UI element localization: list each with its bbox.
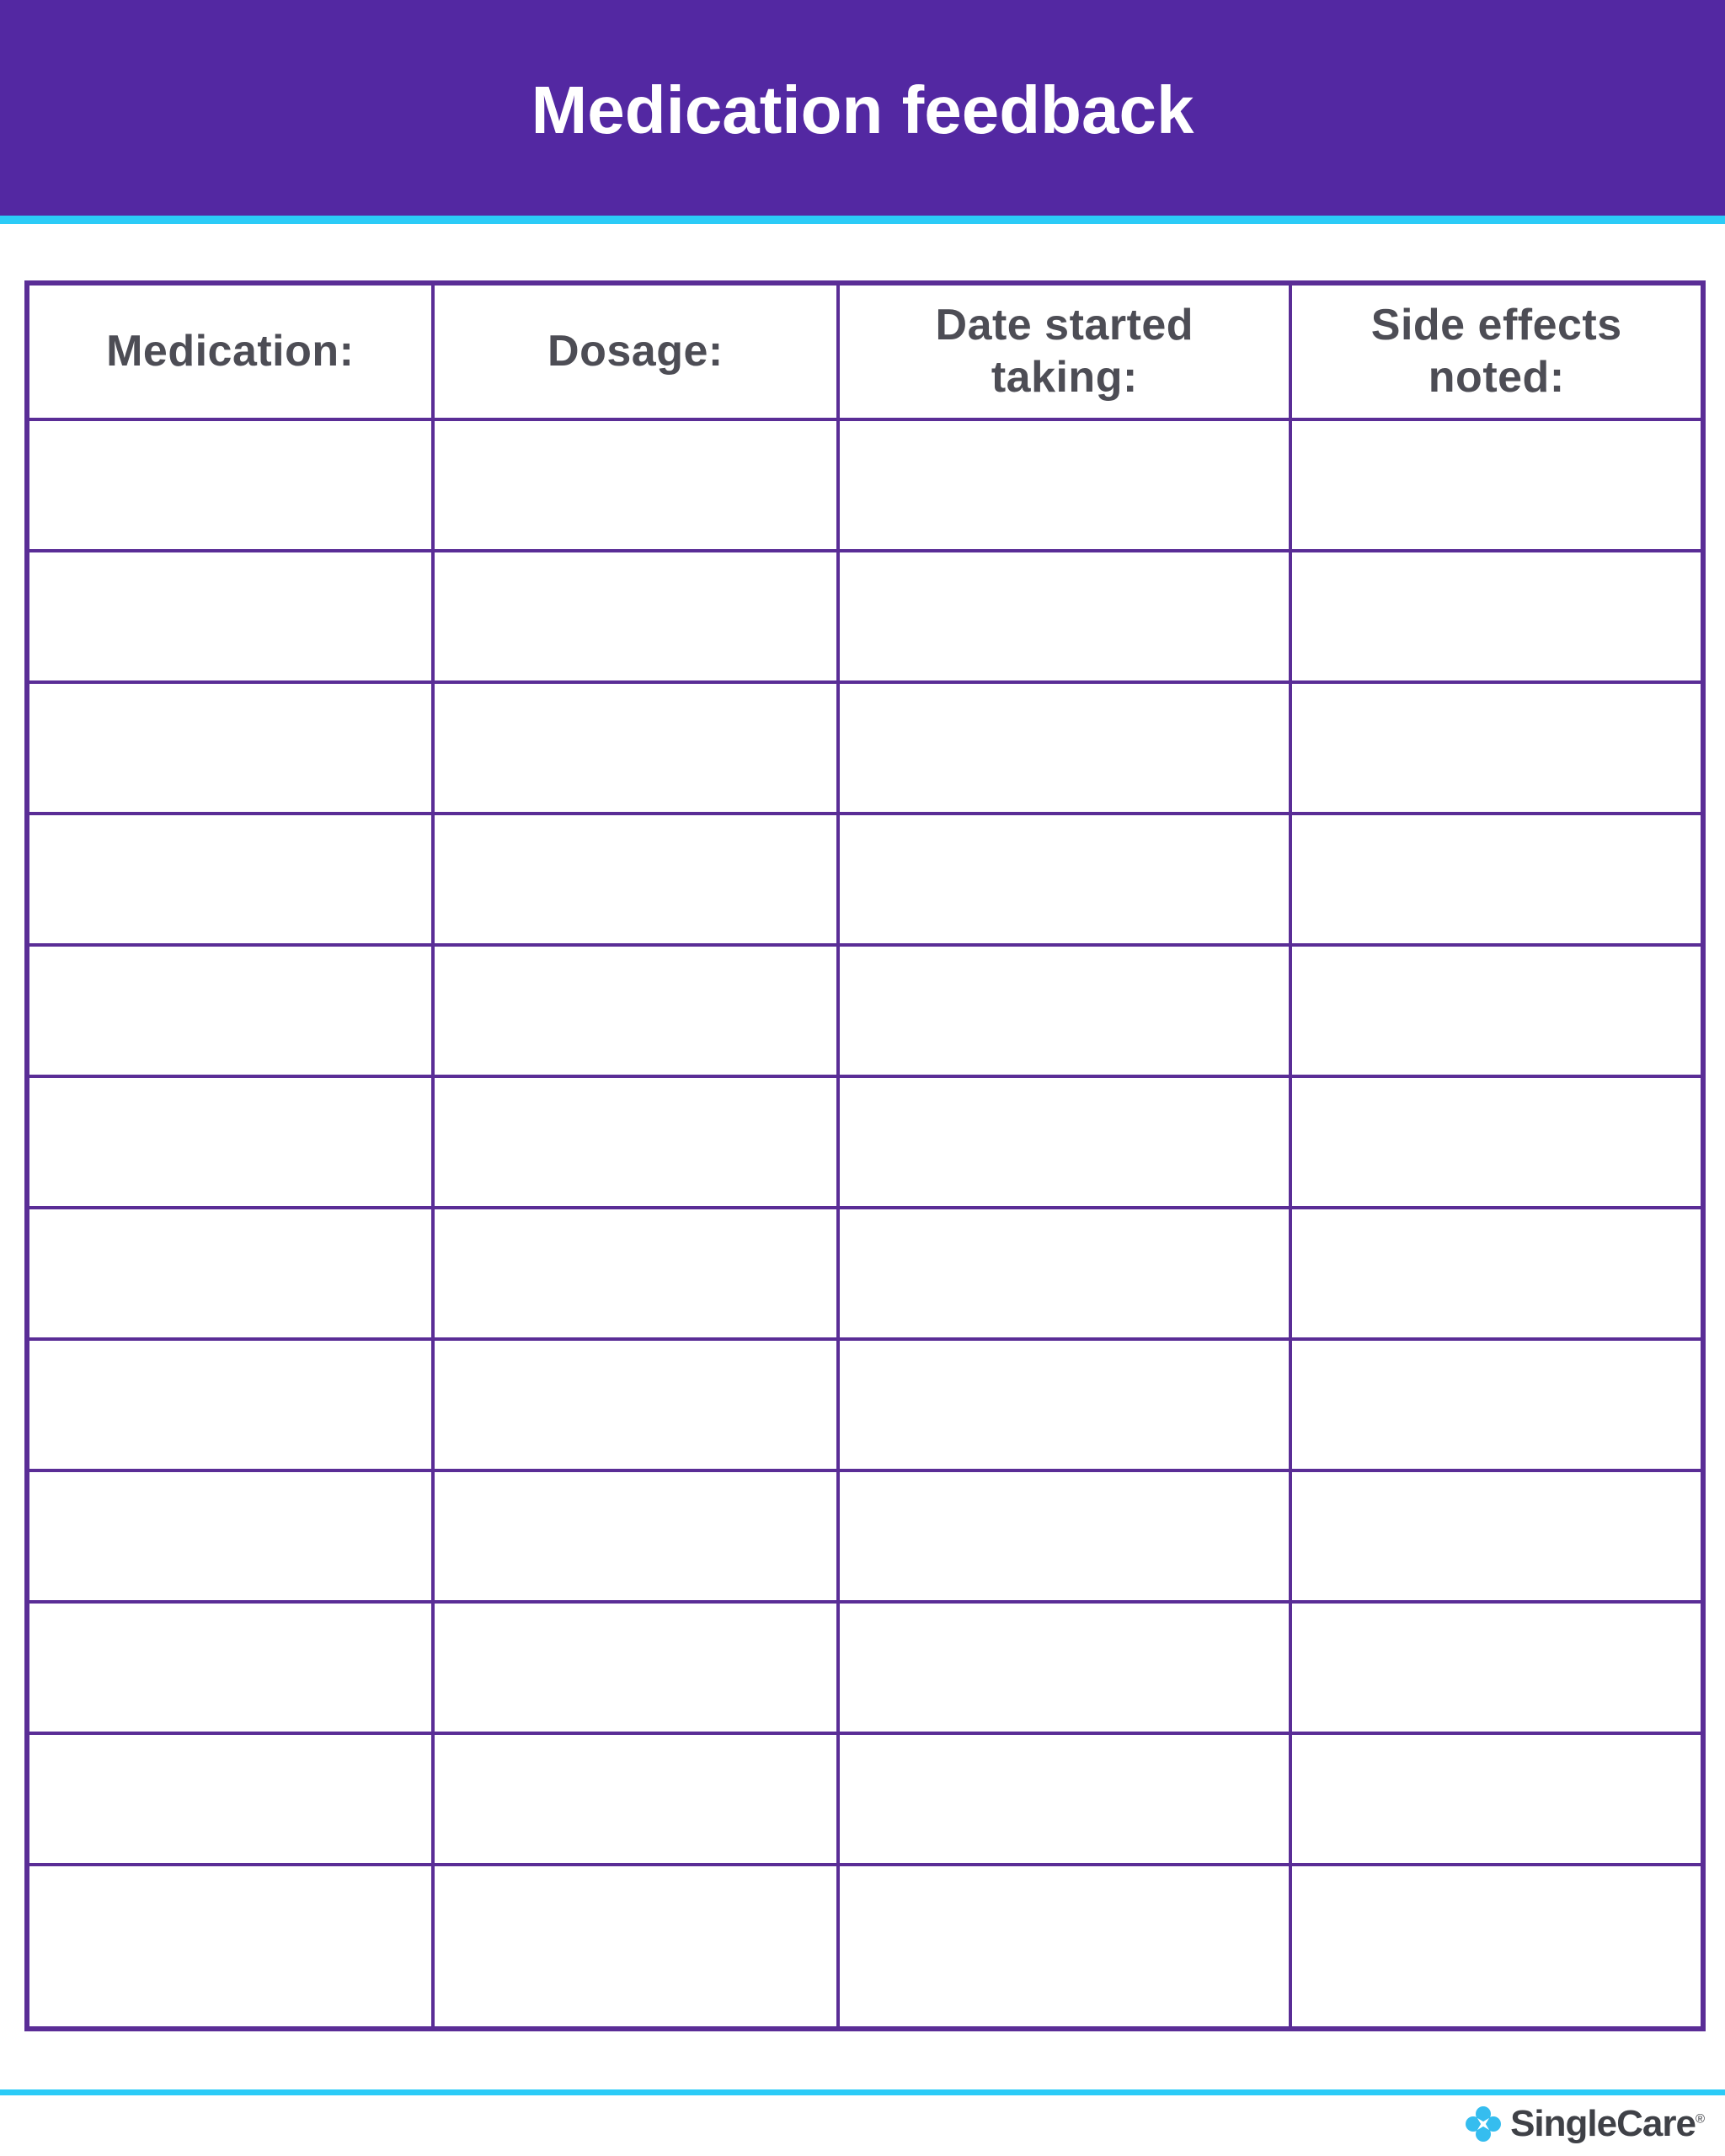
- table-cell: [1290, 1602, 1703, 1733]
- table-cell: [838, 419, 1290, 551]
- column-header-date-started: Date started taking:: [838, 283, 1290, 419]
- table-row: [27, 551, 1703, 682]
- table-cell: [27, 945, 433, 1076]
- table-cell: [433, 1208, 839, 1339]
- table-cell: [1290, 1208, 1703, 1339]
- table-cell: [27, 419, 433, 551]
- table-cell: [1290, 551, 1703, 682]
- table-cell: [433, 419, 839, 551]
- table-cell: [838, 551, 1290, 682]
- table-cell: [27, 1339, 433, 1470]
- table-cell: [1290, 419, 1703, 551]
- table-cell: [838, 1602, 1290, 1733]
- table-row: [27, 682, 1703, 814]
- table-cell: [838, 1470, 1290, 1602]
- column-header-dosage: Dosage:: [433, 283, 839, 419]
- table-cell: [838, 1865, 1290, 2029]
- table-cell: [27, 1733, 433, 1865]
- table-row: [27, 1602, 1703, 1733]
- table-cell: [1290, 1865, 1703, 2029]
- table-cell: [433, 551, 839, 682]
- table-row: [27, 814, 1703, 945]
- table-row: [27, 1733, 1703, 1865]
- singlecare-cross-icon: [1466, 2106, 1501, 2142]
- column-header-medication: Medication:: [27, 283, 433, 419]
- table-cell: [433, 1865, 839, 2029]
- footer-accent-line: [0, 2089, 1725, 2095]
- table-cell: [1290, 814, 1703, 945]
- table-cell: [433, 814, 839, 945]
- table-cell: [433, 1602, 839, 1733]
- table-cell: [838, 814, 1290, 945]
- table-cell: [1290, 1733, 1703, 1865]
- column-header-side-effects: Side effects noted:: [1290, 283, 1703, 419]
- header-accent-line: [0, 216, 1725, 224]
- table-cell: [1290, 682, 1703, 814]
- table-cell: [433, 1733, 839, 1865]
- table-cell: [1290, 1076, 1703, 1208]
- table-cell: [1290, 1339, 1703, 1470]
- table-row: [27, 1208, 1703, 1339]
- table-cell: [1290, 1470, 1703, 1602]
- header-band: [0, 0, 1725, 216]
- page-title: Medication feedback: [531, 72, 1194, 147]
- table-cell: [838, 1208, 1290, 1339]
- table-cell: [27, 1470, 433, 1602]
- table-cell: [1290, 945, 1703, 1076]
- table-row: [27, 945, 1703, 1076]
- table-cell: [838, 945, 1290, 1076]
- table-cell: [27, 1865, 433, 2029]
- brand-wordmark: SingleCare®: [1510, 2103, 1705, 2144]
- table-cell: [838, 1733, 1290, 1865]
- table-cell: [27, 1208, 433, 1339]
- table-body: [27, 419, 1703, 2029]
- registered-mark: ®: [1695, 2111, 1705, 2127]
- table-cell: [838, 1339, 1290, 1470]
- table-cell: [27, 682, 433, 814]
- table-cell: [838, 1076, 1290, 1208]
- table-cell: [433, 1470, 839, 1602]
- table-cell: [433, 1076, 839, 1208]
- table-row: [27, 1470, 1703, 1602]
- table-cell: [433, 1339, 839, 1470]
- table-cell: [27, 814, 433, 945]
- medication-table: [24, 280, 1706, 2031]
- table-row: [27, 419, 1703, 551]
- table-cell: [433, 945, 839, 1076]
- table-cell: [27, 1076, 433, 1208]
- table-cell: [838, 682, 1290, 814]
- table-header-row: [27, 283, 1703, 419]
- table-row: [27, 1865, 1703, 2029]
- singlecare-logo: [1466, 2104, 1705, 2144]
- table-cell: [27, 1602, 433, 1733]
- table-cell: [433, 682, 839, 814]
- table-row: [27, 1339, 1703, 1470]
- table-row: [27, 1076, 1703, 1208]
- table-cell: [27, 551, 433, 682]
